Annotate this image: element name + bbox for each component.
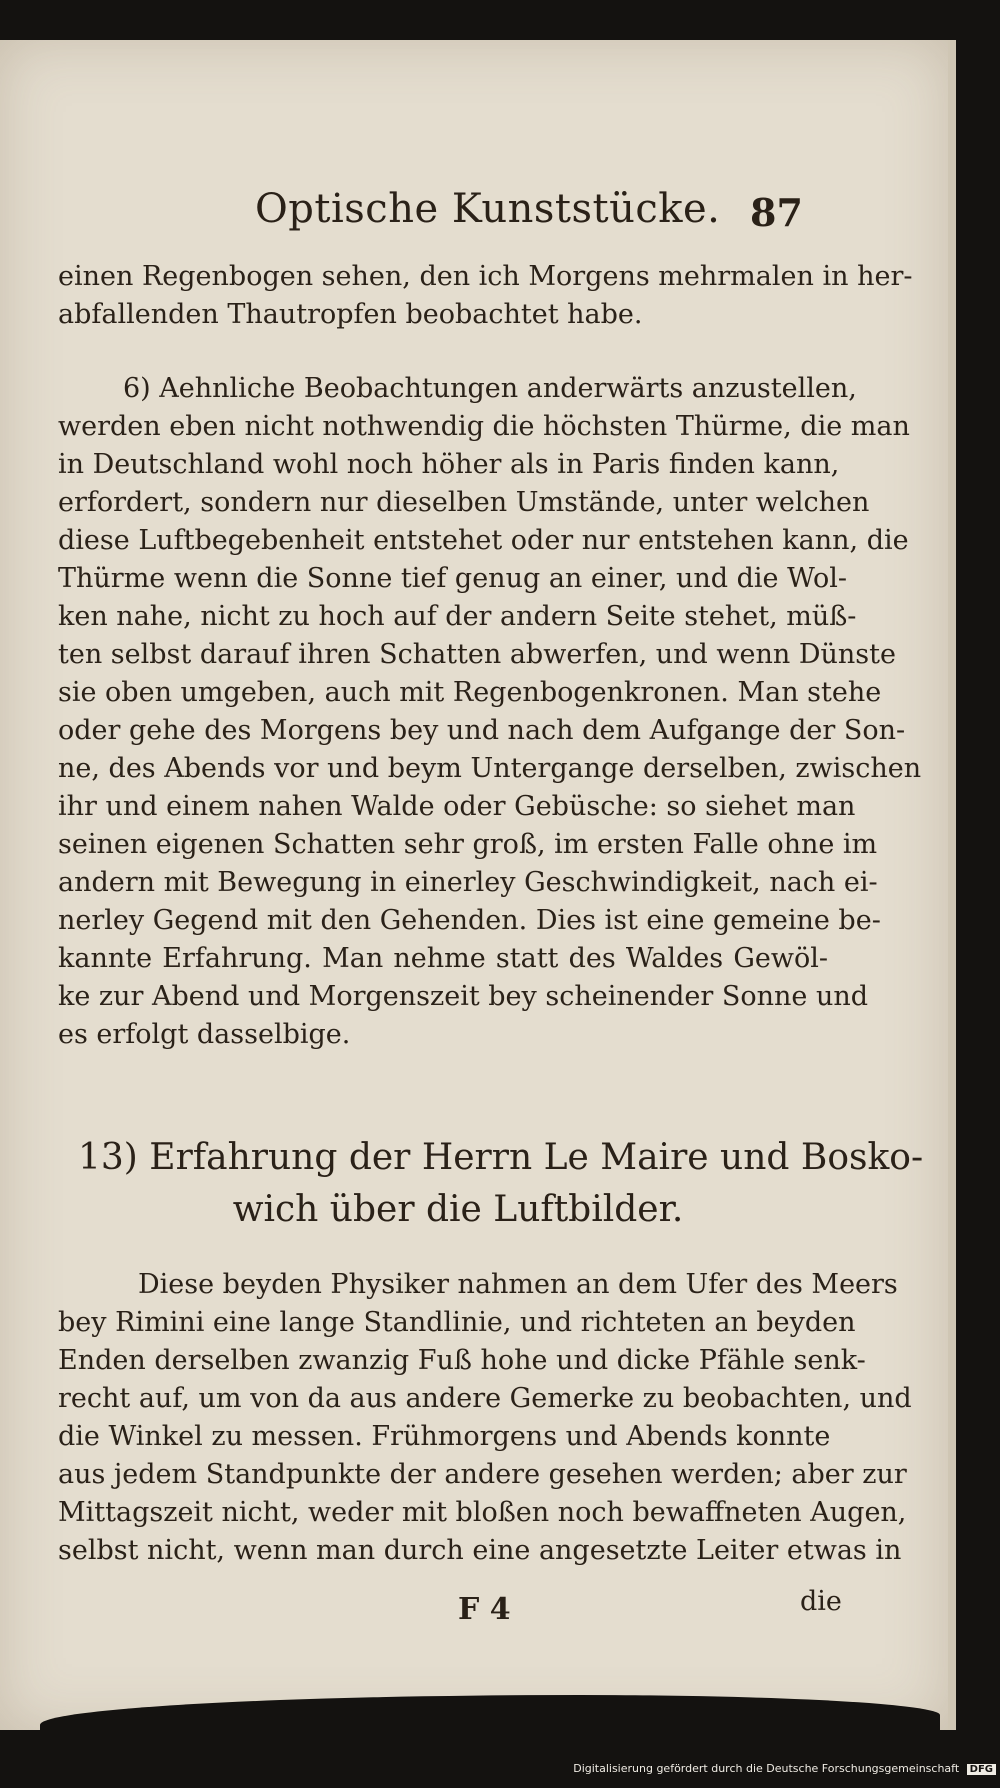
- text-line: aus jedem Standpunkte der andere gesehen werden; aber zur: [58, 1459, 907, 1490]
- text-line: sie oben umgeben, auch mit Regenbogenkronen. Man stehe: [58, 677, 882, 708]
- text-line: oder gehe des Morgens bey und nach dem Aufgange der Son-: [58, 715, 906, 746]
- text-line: recht auf, um von da aus andere Gemerke zu beobachten, und: [58, 1383, 912, 1414]
- paragraph-1: [58, 258, 913, 334]
- text-line: es erfolgt dasselbige.: [58, 1019, 351, 1050]
- paragraph-2: [58, 370, 922, 1054]
- text-line: erfordert, sondern nur dieselben Umstände, unter welchen: [58, 487, 870, 518]
- book-page: [0, 40, 956, 1730]
- paragraph-3: [58, 1266, 912, 1570]
- text-line: 6) Aehnliche Beobachtungen anderwärts anzustellen,: [123, 373, 857, 404]
- page-number: 87: [750, 190, 803, 235]
- digitization-credit: [573, 1762, 996, 1775]
- text-line: ten selbst darauf ihren Schatten abwerfen, und wenn Dünste: [58, 639, 896, 670]
- text-line: kannte Erfahrung. Man nehme statt des Waldes Gewöl-: [58, 943, 828, 974]
- text-line: Mittagszeit nicht, weder mit bloßen noch bewaffneten Augen,: [58, 1497, 907, 1528]
- running-head: Optische Kunststücke.: [255, 186, 721, 232]
- text-line: andern mit Bewegung in einerley Geschwindigkeit, nach ei-: [58, 867, 878, 898]
- text-line: die Winkel zu messen. Frühmorgens und Abends konnte: [58, 1421, 831, 1452]
- text-line: bey Rimini eine lange Standlinie, und richteten an beyden: [58, 1307, 856, 1338]
- text-line: Diese beyden Physiker nahmen an dem Ufer des Meers: [138, 1269, 898, 1300]
- text-line: Thürme wenn die Sonne tief genug an einer, und die Wol-: [58, 563, 848, 594]
- catchword: die: [800, 1586, 842, 1617]
- text-line: selbst nicht, wenn man durch eine angesetzte Leiter etwas in: [58, 1535, 902, 1566]
- text-line: nerley Gegend mit den Gehenden. Dies ist eine gemeine be-: [58, 905, 881, 936]
- signature-mark: F 4: [458, 1592, 511, 1627]
- text-line: in Deutschland wohl noch höher als in Paris finden kann,: [58, 449, 840, 480]
- credit-text: Digitalisierung gefördert durch die Deutsche Forschungsgemeinschaft: [573, 1762, 960, 1775]
- text-line: werden eben nicht nothwendig die höchsten Thürme, die man: [58, 411, 910, 442]
- text-line: einen Regenbogen sehen, den ich Morgens mehrmalen in her-: [58, 261, 913, 292]
- heading-line: 13) Erfahrung der Herrn Le Maire und Bosko-: [78, 1137, 924, 1178]
- text-line: ihr und einem nahen Walde oder Gebüsche: so siehet man: [58, 791, 856, 822]
- section-heading: [78, 1132, 924, 1236]
- text-line: Enden derselben zwanzig Fuß hohe und dicke Pfähle senk-: [58, 1345, 866, 1376]
- text-line: ne, des Abends vor und beym Untergange derselben, zwischen: [58, 753, 922, 784]
- text-line: abfallenden Thautropfen beobachtet habe.: [58, 299, 643, 330]
- dfg-logo: DFG: [967, 1764, 996, 1775]
- text-line: seinen eigenen Schatten sehr groß, im ersten Falle ohne im: [58, 829, 878, 860]
- heading-line: wich über die Luftbilder.: [232, 1189, 684, 1230]
- text-line: ken nahe, nicht zu hoch auf der andern Seite stehet, müß-: [58, 601, 857, 632]
- text-line: diese Luftbegebenheit entstehet oder nur entstehen kann, die: [58, 525, 909, 556]
- text-line: ke zur Abend und Morgenszeit bey scheinender Sonne und: [58, 981, 869, 1012]
